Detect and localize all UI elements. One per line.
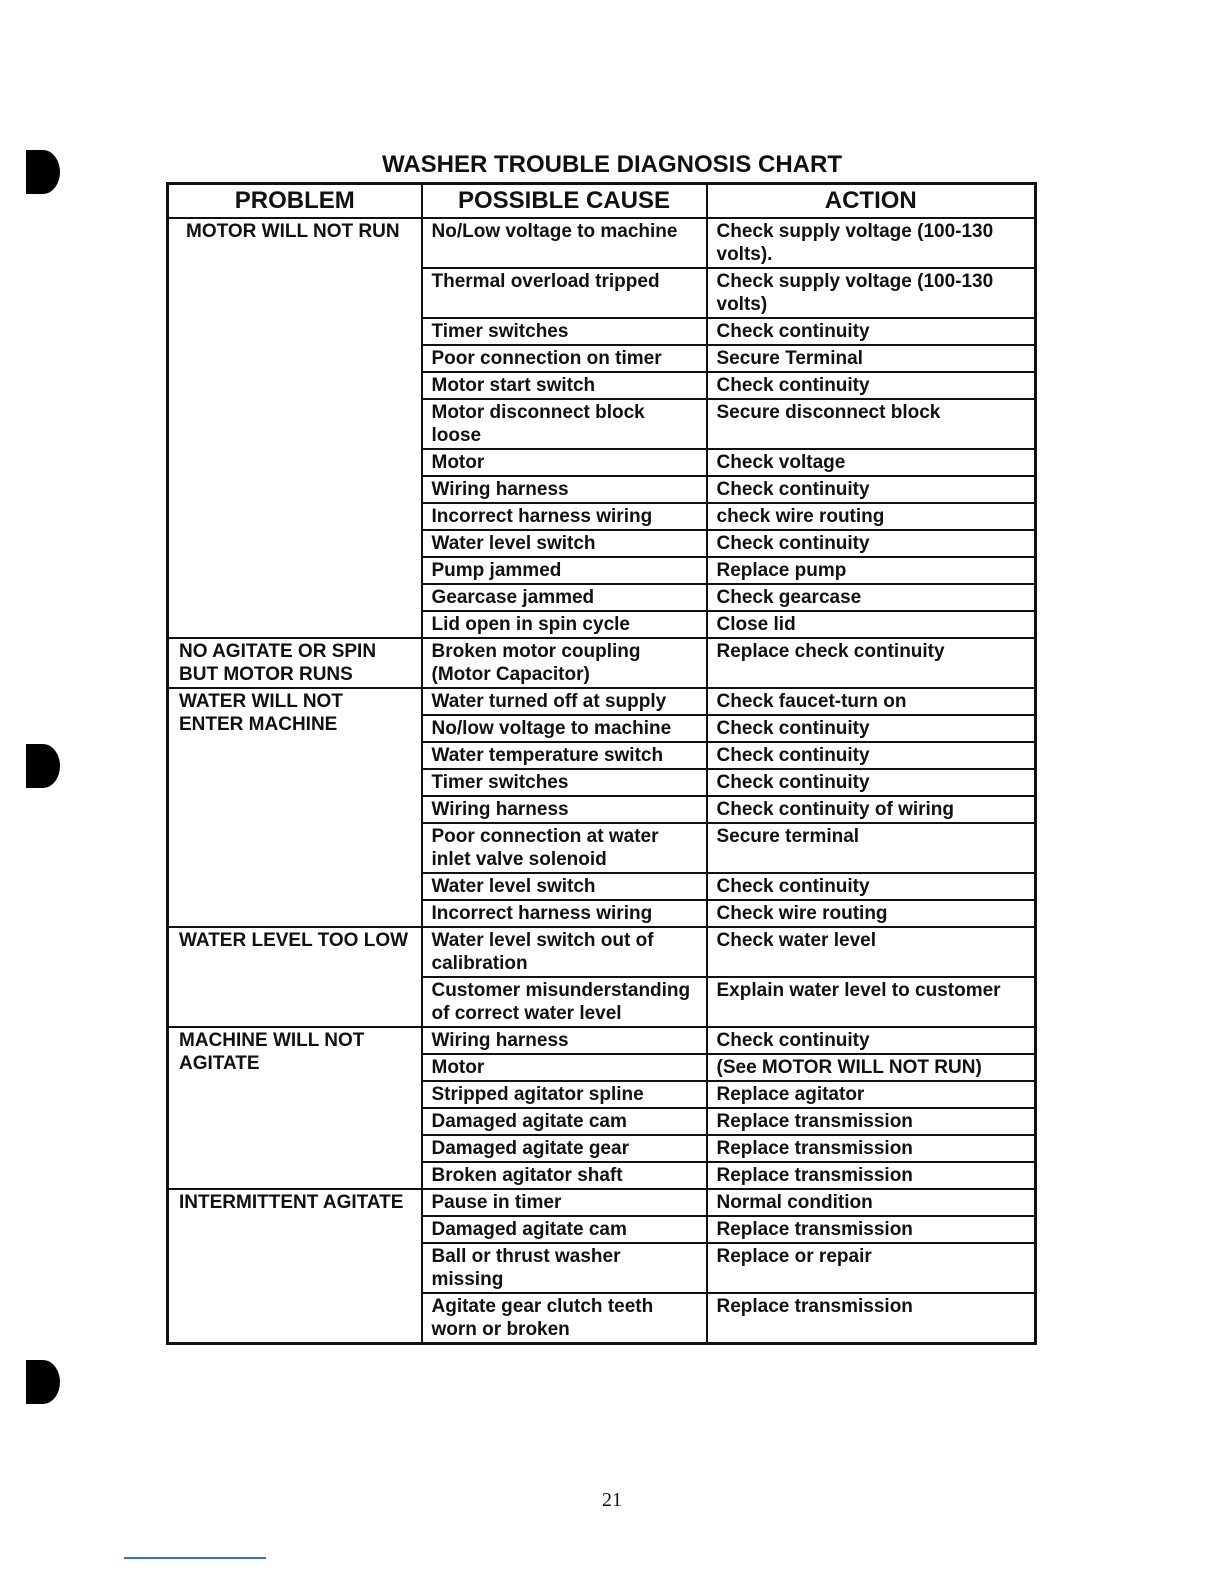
cause-cell: Wiring harness <box>422 1027 707 1054</box>
action-cell: Check continuity <box>707 318 1036 345</box>
cause-cell: No/Low voltage to machine <box>422 218 707 268</box>
action-cell: Secure terminal <box>707 823 1036 873</box>
page-number: 21 <box>602 1489 622 1511</box>
cause-cell: Wiring harness <box>422 796 707 823</box>
cause-cell: Poor connection on timer <box>422 345 707 372</box>
problem-cell: WATER LEVEL TOO LOW <box>168 927 422 1027</box>
cause-cell: Water level switch out of calibration <box>422 927 707 977</box>
binder-hole-middle <box>26 744 60 788</box>
action-cell: Replace pump <box>707 557 1036 584</box>
cause-cell: Water temperature switch <box>422 742 707 769</box>
cause-cell: Motor <box>422 1054 707 1081</box>
action-cell: Check gearcase <box>707 584 1036 611</box>
table-row <box>168 1189 1036 1216</box>
action-cell: Normal condition <box>707 1189 1036 1216</box>
cause-cell: Incorrect harness wiring <box>422 503 707 530</box>
action-cell: Replace transmission <box>707 1293 1036 1344</box>
action-cell: Explain water level to customer <box>707 977 1036 1027</box>
action-cell: Replace check continuity <box>707 638 1036 688</box>
action-cell: Check continuity <box>707 742 1036 769</box>
action-cell: Check continuity <box>707 476 1036 503</box>
cause-cell: Lid open in spin cycle <box>422 611 707 638</box>
action-cell: Check continuity <box>707 372 1036 399</box>
action-cell: Check continuity <box>707 769 1036 796</box>
diagnosis-table <box>166 182 1037 1345</box>
action-cell: Check continuity of wiring <box>707 796 1036 823</box>
cause-cell: Stripped agitator spline <box>422 1081 707 1108</box>
binder-hole-bottom <box>26 1360 60 1404</box>
table-body <box>168 218 1036 1344</box>
cause-cell: Wiring harness <box>422 476 707 503</box>
action-cell: Check continuity <box>707 873 1036 900</box>
action-cell: Secure Terminal <box>707 345 1036 372</box>
problem-cell: MACHINE WILL NOT AGITATE <box>168 1027 422 1189</box>
cause-cell: Incorrect harness wiring <box>422 900 707 927</box>
action-cell: Secure disconnect block <box>707 399 1036 449</box>
action-cell: Check supply voltage (100-130 volts). <box>707 218 1036 268</box>
cause-cell: Pump jammed <box>422 557 707 584</box>
cause-cell: No/low voltage to machine <box>422 715 707 742</box>
table-row <box>168 927 1036 977</box>
action-cell: Replace transmission <box>707 1135 1036 1162</box>
cause-cell: Damaged agitate cam <box>422 1108 707 1135</box>
action-cell: Check continuity <box>707 530 1036 557</box>
action-cell: Check continuity <box>707 1027 1036 1054</box>
table-row <box>168 1027 1036 1054</box>
footer-rule <box>124 1557 266 1559</box>
action-cell: Check supply voltage (100-130 volts) <box>707 268 1036 318</box>
chart-title: WASHER TROUBLE DIAGNOSIS CHART <box>381 151 842 178</box>
cause-cell: Motor start switch <box>422 372 707 399</box>
cause-cell: Ball or thrust washer missing <box>422 1243 707 1293</box>
action-cell: Replace agitator <box>707 1081 1036 1108</box>
cause-cell: Broken motor coupling (Motor Capacitor) <box>422 638 707 688</box>
header-action: ACTION <box>707 184 1036 219</box>
action-cell: Check water level <box>707 927 1036 977</box>
cause-cell: Water level switch <box>422 530 707 557</box>
table-row <box>168 688 1036 715</box>
problem-cell: WATER WILL NOT ENTER MACHINE <box>168 688 422 927</box>
cause-cell: Customer misunderstanding of correct water level <box>422 977 707 1027</box>
action-cell: Check wire routing <box>707 900 1036 927</box>
action-cell: (See MOTOR WILL NOT RUN) <box>707 1054 1036 1081</box>
problem-cell: MOTOR WILL NOT RUN <box>168 218 422 638</box>
action-cell: Check faucet-turn on <box>707 688 1036 715</box>
header-possible-cause: POSSIBLE CAUSE <box>422 184 707 219</box>
problem-cell: NO AGITATE OR SPIN BUT MOTOR RUNS <box>168 638 422 688</box>
cause-cell: Timer switches <box>422 769 707 796</box>
problem-cell: INTERMITTENT AGITATE <box>168 1189 422 1344</box>
cause-cell: Broken agitator shaft <box>422 1162 707 1189</box>
cause-cell: Water level switch <box>422 873 707 900</box>
cause-cell: Poor connection at water inlet valve solenoid <box>422 823 707 873</box>
cause-cell: Motor disconnect block loose <box>422 399 707 449</box>
action-cell: Close lid <box>707 611 1036 638</box>
action-cell: Replace transmission <box>707 1216 1036 1243</box>
cause-cell: Gearcase jammed <box>422 584 707 611</box>
cause-cell: Thermal overload tripped <box>422 268 707 318</box>
action-cell: check wire routing <box>707 503 1036 530</box>
header-problem: PROBLEM <box>168 184 422 219</box>
cause-cell: Pause in timer <box>422 1189 707 1216</box>
cause-cell: Agitate gear clutch teeth worn or broken <box>422 1293 707 1344</box>
cause-cell: Water turned off at supply <box>422 688 707 715</box>
cause-cell: Motor <box>422 449 707 476</box>
action-cell: Check voltage <box>707 449 1036 476</box>
cause-cell: Damaged agitate gear <box>422 1135 707 1162</box>
cause-cell: Damaged agitate cam <box>422 1216 707 1243</box>
action-cell: Replace or repair <box>707 1243 1036 1293</box>
action-cell: Check continuity <box>707 715 1036 742</box>
table-header-row <box>168 184 1036 219</box>
cause-cell: Timer switches <box>422 318 707 345</box>
table-row <box>168 218 1036 268</box>
action-cell: Replace transmission <box>707 1108 1036 1135</box>
action-cell: Replace transmission <box>707 1162 1036 1189</box>
table-row <box>168 638 1036 688</box>
